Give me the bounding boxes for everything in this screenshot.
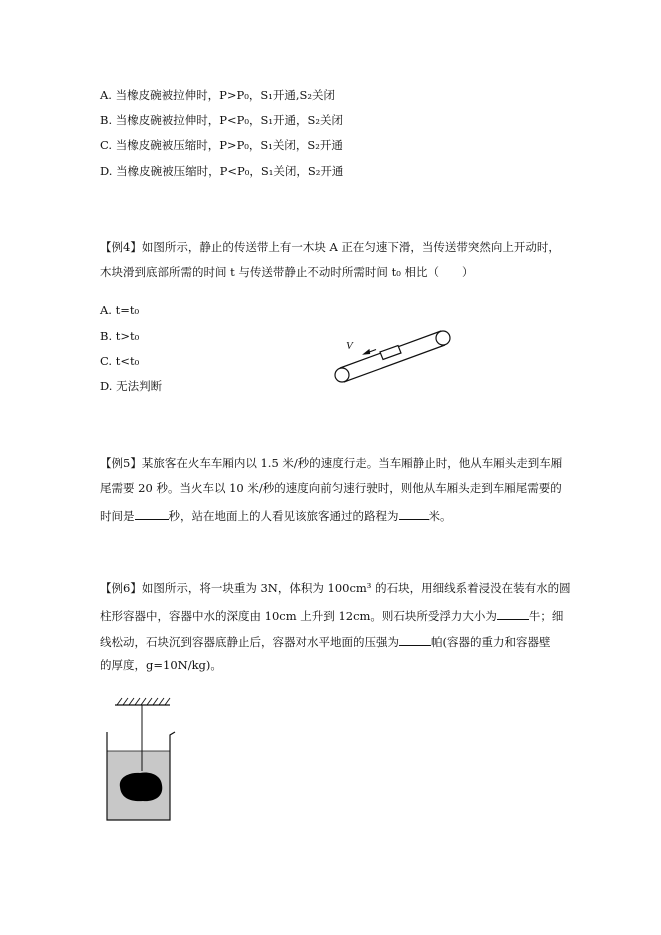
ex5-text-a: 时间是 [100,509,135,523]
ex6-text-c: 线松动，石块沉到容器底静止后，容器对水平地面的压强为 [100,635,399,649]
ex4-option-a: A. t=t₀ [100,303,140,317]
ex4-option-c: C. t<t₀ [100,354,140,368]
ex6-stem-line4: 的厚度，g=10N/kg)。 [100,658,222,672]
ex5-text-c: 米。 [428,509,452,523]
ex4-stem-line1: 【例4】如图所示，静止的传送带上有一木块 A 正在匀速下滑，当传送带突然向上开动时， [100,240,560,254]
ex5-text-b: 秒，站在地面上的人看见该旅客通过的路程为 [168,509,399,523]
ex5-stem-line1: 【例5】某旅客在火车车厢内以 1.5 米/秒的速度行走。当车厢静止时，他从车厢头走到车厢 [100,456,563,470]
ex6-text-d: 帕(容器的重力和容器壁 [431,635,551,649]
ex6-stem-line3 [100,633,551,649]
ex5-stem-line3 [100,507,452,523]
ex5-answer-blank-2[interactable] [399,507,429,520]
option-b-q3: B. 当橡皮碗被拉伸时，P<P₀，S₁开通，S₂关闭 [100,113,343,127]
ex4-option-b: B. t>t₀ [100,329,140,343]
ex5-stem-line2: 尾需要 20 秒。当火车以 10 米/秒的速度向前匀速行驶时，则他从车厢头走到车厢尾需要的 [100,481,562,495]
ex6-text-a: 柱形容器中，容器中水的深度由 10cm 上升到 12cm。则石块所受浮力大小为 [100,609,497,623]
ex6-stem-line2 [100,607,563,623]
ex4-option-d: D. 无法判断 [100,379,163,393]
ex6-answer-blank-1[interactable] [497,607,529,620]
ex6-text-b: 牛；细 [528,609,564,623]
ex6-answer-blank-2[interactable] [399,633,431,646]
lower-pulley [335,368,349,382]
stone [120,773,162,802]
ex6-stem-line1: 【例6】如图所示，将一块重为 3N，体积为 100cm³ 的石块，用细线系着浸没在装有水的圆 [100,581,571,595]
option-a-q3: A. 当橡皮碗被拉伸时，P>P₀，S₁开通,S₂关闭 [100,88,335,102]
container-stone-figure [100,695,190,825]
wood-block-a [380,346,401,360]
option-d-q3: D. 当橡皮碗被压缩时，P<P₀，S₁关闭，S₂开通 [100,164,344,178]
conveyor-belt-figure [330,325,460,387]
velocity-label: V [346,340,353,352]
upper-pulley [436,331,450,345]
ex4-stem-line2: 木块滑到底部所需的时间 t 与传送带静止不动时所需时间 t₀ 相比（ ） [100,265,474,279]
ex5-answer-blank-1[interactable] [135,507,169,520]
option-c-q3: C. 当橡皮碗被压缩时，P>P₀，S₁关闭，S₂开通 [100,138,343,152]
